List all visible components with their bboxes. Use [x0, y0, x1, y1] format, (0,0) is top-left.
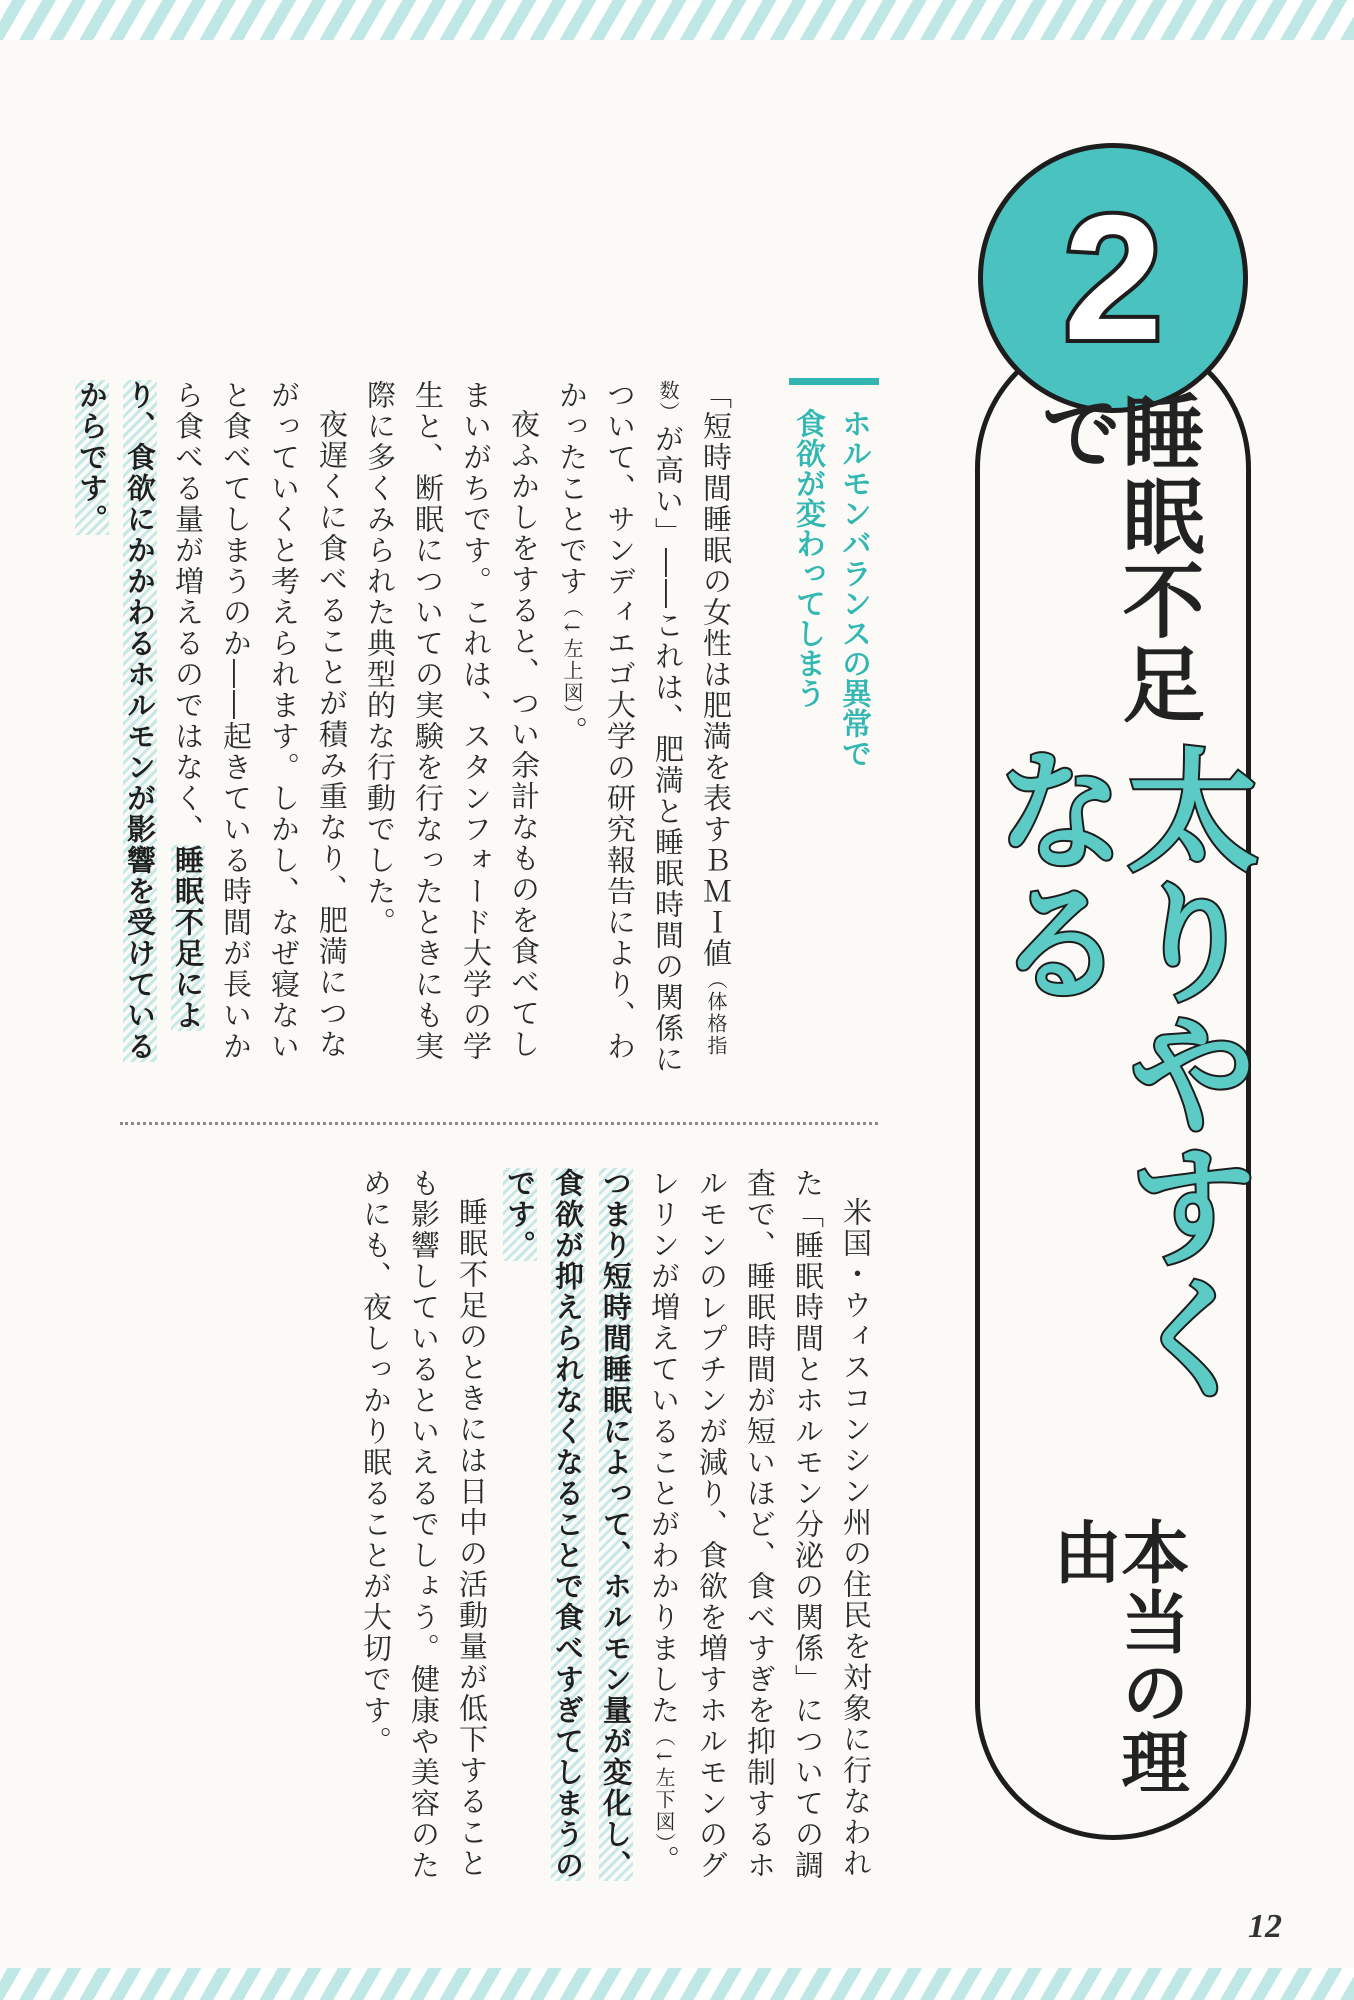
body-paragraph-3 [68, 380, 356, 1080]
top-decorative-stripe [0, 0, 1354, 40]
section-heading [784, 408, 876, 828]
section-heading-line1: ホルモンバランスの異常で [836, 408, 871, 768]
body-paragraph-5 [496, 1168, 640, 1888]
chapter-title-part2: 本当の理由 [1042, 1516, 1189, 1797]
page-number: 12 [1248, 1908, 1282, 1945]
body-p4-text: 米国・ウィスコンシン州の住民を対象に行なわれた「睡眠時間とホルモン分泌の関係」についての調査で、睡眠時間が短いほど、食べすぎを抑制するホルモンのレプチンが減り、食欲を増すホルモンのグレリンが増えていることがわかりました [647, 1168, 873, 1881]
body-p1-text-a: 「短時間睡眠の女性は肥満を表すＢＭＩ値 [699, 380, 733, 969]
figure-reference-lower-left: （↓左下図） [652, 1726, 676, 1845]
chapter-number: 2 [1063, 178, 1163, 377]
body-p1-end: 。 [555, 715, 589, 747]
chapter-number-badge [978, 143, 1248, 413]
chapter-title-part1: 睡眠不足で [1027, 390, 1204, 726]
body-upper-column [75, 380, 740, 1080]
figure-reference-upper-left: （↓左上図） [560, 597, 584, 716]
body-p1-note: （体格指数） [656, 380, 728, 1057]
body-paragraph-4 [640, 1168, 880, 1888]
highlighted-statement-2: つまり短時間睡眠によって、ホルモン量が変化し、食欲が抑えられなくなることで食べすぎてしまうのです。 [503, 1168, 633, 1881]
section-heading-accent-bar [789, 378, 879, 385]
body-paragraph-6: 睡眠不足のときには日中の活動量が低下することも影響しているといえるでしょう。健康や美容のためにも、夜しっかり眠ることが大切です。 [359, 1168, 489, 1881]
highlighted-statement-1: 睡眠不足により、食欲にかかわるホルモンが影響を受けているからです。 [75, 380, 205, 1062]
chapter-title [972, 390, 1258, 1810]
chapter-title-emphasis: 太りやすくなる [972, 742, 1258, 1403]
column-divider [120, 1122, 878, 1125]
body-paragraph-2: 夜ふかしをすると、つい余計なものを食べてしまいがちです。これは、スタンフォード大学の学生と、断眠についての実験を行なったときにも実際に多くみられた典型的な行動でした。 [363, 380, 541, 1062]
body-p4-end: 。 [647, 1844, 681, 1876]
body-p3-text: 夜遅くに食べることが積み重なり、肥満につながっていくと考えられます。しかし、なぜ寝ないと食べてしまうのか――起きている時間が長いから食べる量が増えるのではなく、 [171, 380, 349, 1062]
bottom-decorative-stripe [0, 1968, 1354, 2000]
body-p1-text-b: が高い」――これは、肥満と睡眠時間の関係について、サンディエゴ大学の研究報告により、わかったことです [555, 380, 685, 1075]
body-paragraph-1 [548, 380, 740, 1080]
section-heading-line2: 食欲が変わってしまう [790, 408, 825, 708]
body-lower-column [120, 1168, 880, 1888]
